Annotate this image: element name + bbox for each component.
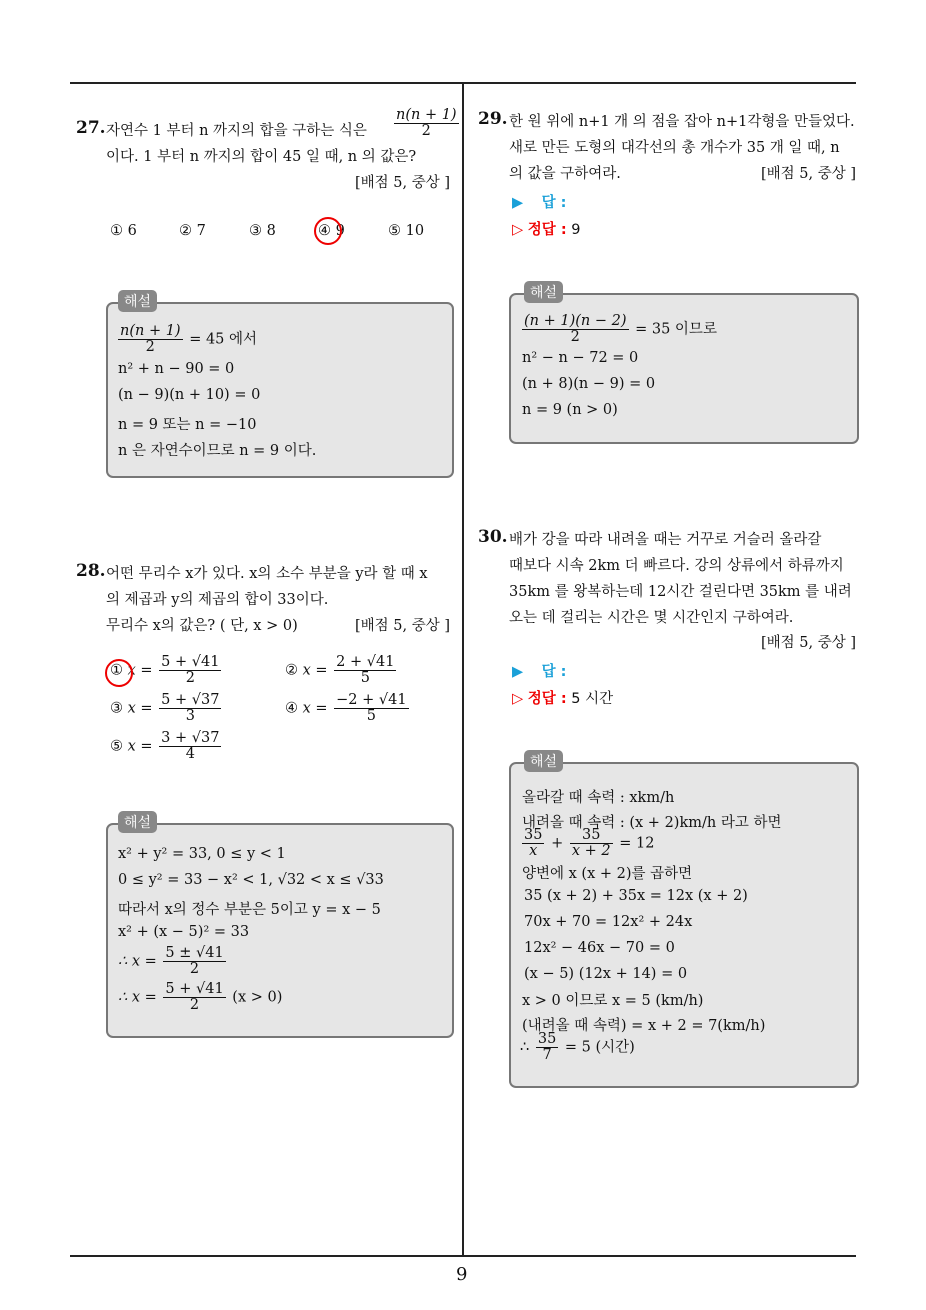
score-difficulty: [배점 5, 중상 ] (760, 635, 856, 651)
solution-line: (n + 8)(n − 9) = 0 (522, 376, 656, 392)
solution-line: 12x² − 46x − 70 = 0 (524, 940, 675, 956)
solution-line: x² + y² = 33, 0 ≤ y < 1 (118, 846, 286, 862)
solution-tag: 해설 (524, 750, 563, 772)
solution-line: ∴ x = $\frac{5 + √41}{2}$ (x > 0) (118, 981, 283, 1014)
solution-line: 따라서 x의 정수 부분은 5이고 y = x − 5 (118, 902, 381, 918)
solution-tag: 해설 (118, 290, 157, 312)
solution-line: $\frac{n(n + 1)}{2}$ = 45 에서 (120, 323, 258, 356)
solution-tag: 해설 (118, 811, 157, 833)
choice-2[interactable]: ② x = $\frac{2 + √41}{5}$ (285, 654, 395, 687)
choice-4[interactable]: ④ x = $\frac{-2 + √41}{5}$ (285, 692, 407, 725)
solution-line: n = 9 또는 n = −10 (118, 417, 257, 433)
page-number: 9 (456, 1264, 468, 1285)
solution-line: $\frac{35}{x}$ + $\frac{35}{x + 2}$ = 12 (524, 827, 655, 860)
solution-line: n² + n − 90 = 0 (118, 361, 235, 377)
choice-3[interactable]: ③ 8 (249, 223, 276, 239)
question-text-line: 오는 데 걸리는 시간은 몇 시간인지 구하여라. (509, 610, 794, 626)
question-text-line: 자연수 1 부터 n 까지의 합을 구하는 식은 (106, 123, 367, 139)
question-text-line: 어떤 무리수 x가 있다. x의 소수 부분을 y라 할 때 x (106, 566, 428, 582)
solution-line: 올라갈 때 속력 : xkm/h (522, 790, 675, 806)
play-triangle-icon: ▶ (512, 195, 524, 211)
solution-line: n = 9 (n > 0) (522, 402, 618, 418)
score-difficulty: [배점 5, 중상 ] (354, 618, 450, 634)
solution-line: (내려올 때 속력) = x + 2 = 7(km/h) (522, 1018, 766, 1034)
question-text-line: 의 제곱과 y의 제곱의 합이 33이다. (106, 592, 329, 608)
selected-answer-mark (314, 217, 342, 245)
choice-5[interactable]: ⑤ 10 (388, 223, 425, 239)
solution-line: 70x + 70 = 12x² + 24x (524, 914, 693, 930)
play-triangle-icon: ▶ (512, 664, 524, 680)
question-text-line: 한 원 위에 n+1 개 의 점을 잡아 n+1각형을 만들었다. (509, 114, 855, 130)
question-text-line: 무리수 x의 값은? ( 단, x > 0) (106, 618, 298, 634)
answer-field[interactable]: ▶ 답 : (512, 664, 567, 680)
solution-line: (n − 9)(n + 10) = 0 (118, 387, 261, 403)
question-number: 27. (76, 118, 106, 138)
solution-line: x > 0 이므로 x = 5 (km/h) (522, 993, 704, 1009)
correct-answer: ▷ 정답 : 5 시간 (512, 691, 614, 707)
solution-line: $\frac{(n + 1)(n - 2)}{2}$ = 35 이므로 (524, 313, 717, 346)
selected-answer-mark (105, 659, 133, 687)
score-difficulty: [배점 5, 중상 ] (760, 166, 856, 182)
answer-field[interactable]: ▶ 답 : (512, 195, 567, 211)
question-text-line: 이다. 1 부터 n 까지의 합이 45 일 때, n 의 값은? (106, 149, 417, 165)
formula-fraction: $\frac{n(n + 1)}{2}$ (396, 107, 457, 140)
solution-line: x² + (x − 5)² = 33 (118, 924, 250, 940)
score-difficulty: [배점 5, 중상 ] (354, 175, 450, 191)
question-text-line: 새로 만든 도형의 대각선의 총 개수가 35 개 일 때, n (509, 140, 840, 156)
choice-2[interactable]: ② 7 (179, 223, 206, 239)
question-number: 28. (76, 561, 106, 581)
correct-answer: ▷ 정답 : 9 (512, 222, 581, 238)
solution-tag: 해설 (524, 281, 563, 303)
choice-4[interactable]: ④ 9 (318, 223, 345, 239)
outline-triangle-icon: ▷ (512, 222, 524, 238)
solution-line: 내려올 때 속력 : (x + 2)km/h 라고 하면 (522, 815, 782, 831)
question-text-line: 35km 를 왕복하는데 12시간 걸린다면 35km 를 내려 (509, 584, 852, 600)
solution-line: 35 (x + 2) + 35x = 12x (x + 2) (524, 888, 748, 904)
outline-triangle-icon: ▷ (512, 691, 524, 707)
column-divider (462, 82, 464, 1256)
choice-5[interactable]: ⑤ x = $\frac{3 + √37}{4}$ (110, 730, 220, 763)
solution-line: 양변에 x (x + 2)를 곱하면 (522, 866, 693, 882)
solution-line: ∴ x = $\frac{5 \pm √41}{2}$ (118, 945, 224, 978)
question-number: 29. (478, 109, 508, 129)
question-text-line: 때보다 시속 2km 더 빠르다. 강의 상류에서 하류까지 (509, 558, 844, 574)
question-text-line: 배가 강을 따라 내려올 때는 거꾸로 거슬러 올라갈 (509, 532, 822, 548)
choice-1[interactable]: ① 6 (110, 223, 137, 239)
question-number: 30. (478, 527, 508, 547)
choice-1[interactable]: ① x = $\frac{5 + √41}{2}$ (110, 654, 220, 687)
solution-line: n² − n − 72 = 0 (522, 350, 639, 366)
solution-line: ∴ $\frac{35}{7}$ = 5 (시간) (520, 1031, 635, 1064)
question-text-line: 의 값을 구하여라. (509, 166, 621, 182)
solution-line: n 은 자연수이므로 n = 9 이다. (118, 443, 317, 459)
solution-line: (x − 5) (12x + 14) = 0 (524, 966, 688, 982)
solution-line: 0 ≤ y² = 33 − x² < 1, √32 < x ≤ √33 (118, 872, 384, 888)
choice-3[interactable]: ③ x = $\frac{5 + √37}{3}$ (110, 692, 220, 725)
